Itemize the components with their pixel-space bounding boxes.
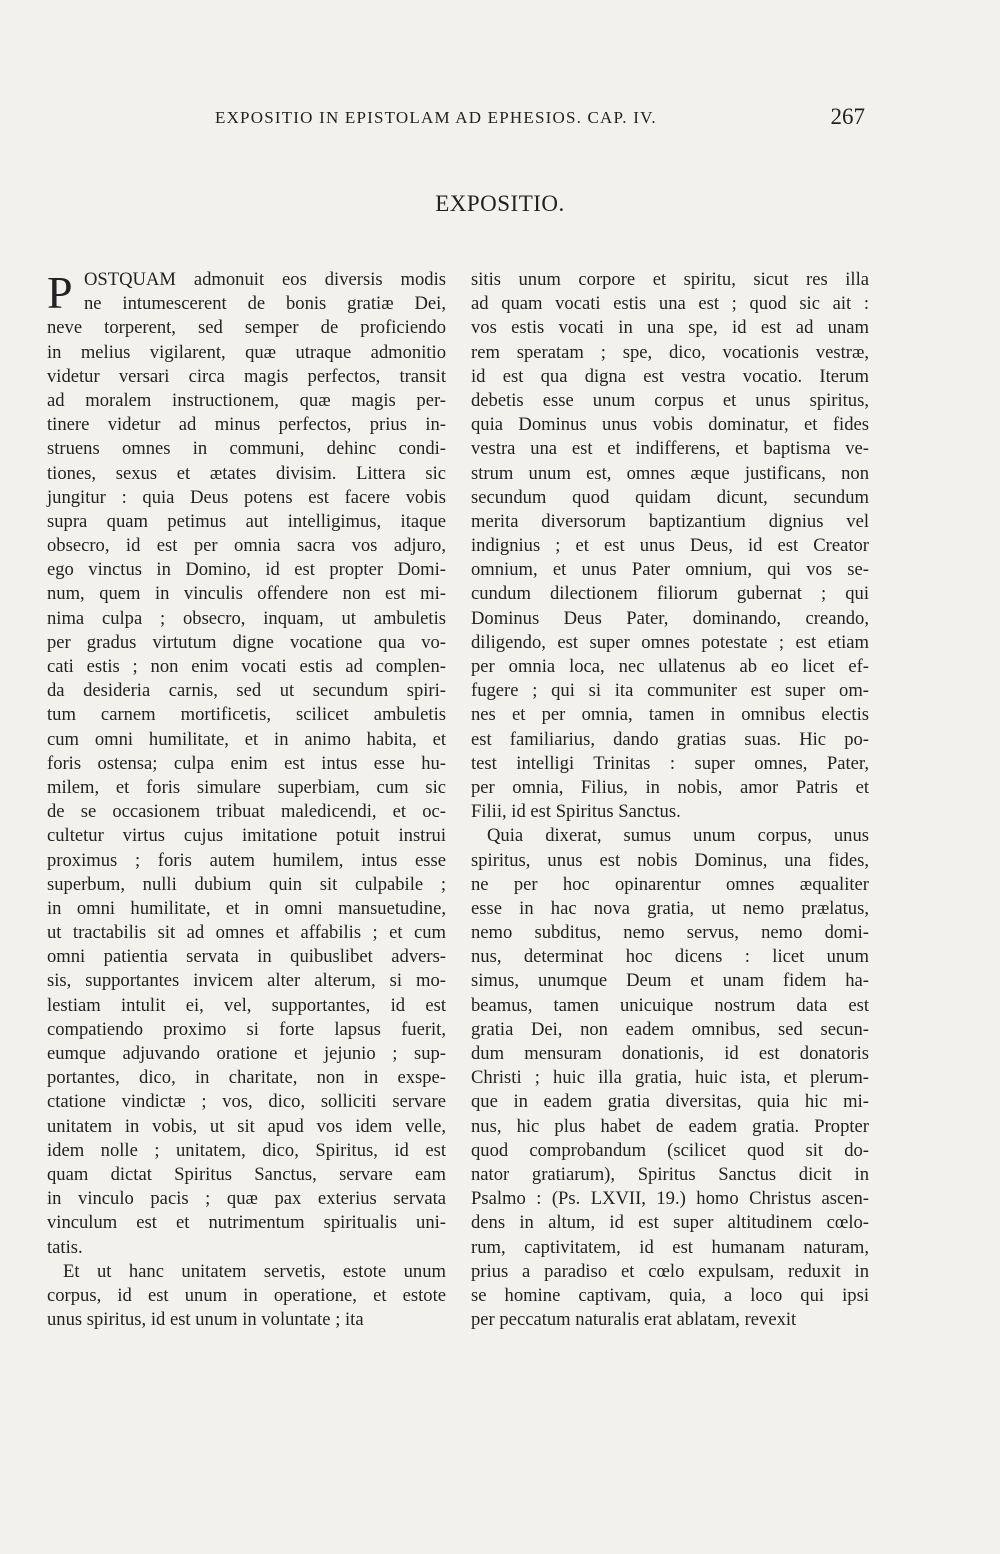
text-line — [471, 849, 869, 873]
text-line — [47, 1211, 446, 1235]
line-text: nima culpa ; obsecro, inquam, ut ambuletis — [47, 607, 446, 629]
page-number: 267 — [830, 104, 865, 129]
text-line — [471, 607, 869, 631]
text-line — [471, 341, 869, 365]
text-line — [47, 1260, 446, 1284]
text-line — [47, 1042, 446, 1066]
line-text: quia Dominus unus vobis dominatur, et fides — [471, 414, 869, 436]
line-text: tiones, sexus et ætates divisim. Littera sic — [47, 462, 446, 484]
text-line — [47, 558, 446, 582]
line-text: secundum quod quidam dicunt, secundum — [471, 486, 869, 508]
text-line — [471, 486, 869, 510]
line-text: supra quam petimus aut intelligimus, itaque — [47, 510, 446, 532]
line-text: portantes, dico, in charitate, non in exspe- — [47, 1067, 446, 1089]
line-text: nus, hic plus habet de eadem gratia. Propter — [471, 1115, 869, 1137]
text-line — [471, 824, 869, 848]
text-line — [471, 1236, 869, 1260]
line-text: ut tractabilis sit ad omnes et affabilis ; et cum — [47, 922, 446, 944]
line-text: de se occasionem tribuat maledicendi, et oc- — [47, 801, 446, 823]
text-line — [47, 1187, 446, 1211]
line-text: vos estis vocati in una spe, id est ad unam — [471, 317, 869, 339]
line-text: per omnia loca, nec ullatenus ab eo licet ef- — [471, 656, 869, 677]
line-text: eumque adjuvando oratione et jejunio ; sup- — [47, 1043, 446, 1064]
line-text: indignius ; et est unus Deus, id est Creator — [471, 535, 869, 557]
line-text: per peccatum naturalis erat ablatam, revexit — [471, 1309, 797, 1331]
line-text: gratia Dei, non eadem omnibus, sed secun- — [471, 1018, 869, 1040]
text-line — [47, 389, 446, 413]
line-text: per gradus virtutum digne vocatione qua vo- — [47, 631, 446, 653]
text-line — [471, 897, 869, 921]
line-text: nes et per omnia, tamen in omnibus electis — [471, 704, 869, 726]
text-line — [47, 849, 446, 873]
text-line — [47, 800, 446, 824]
line-text: dum mensuram donationis, id est donatoris — [471, 1043, 869, 1064]
text-line — [471, 413, 869, 437]
text-line — [471, 389, 869, 413]
text-line — [47, 486, 446, 510]
text-line — [471, 728, 869, 752]
line-text: unus spiritus, id est unum in voluntate ; ita — [47, 1309, 364, 1331]
text-line — [471, 292, 869, 316]
text-line — [471, 1260, 869, 1284]
line-text: tinere videtur ad minus perfectos, prius in- — [47, 414, 446, 436]
text-line — [47, 897, 446, 921]
text-line — [47, 945, 446, 969]
text-line — [471, 969, 869, 993]
line-text: videtur versari circa magis perfectos, transit — [47, 365, 446, 387]
text-line — [47, 1018, 446, 1042]
text-line — [47, 1163, 446, 1187]
line-text: rem speratam ; spe, dico, vocationis vestræ, — [471, 341, 869, 363]
line-text: quam dictat Spiritus Sanctus, servare eam — [47, 1163, 446, 1185]
line-text: struens omnes in communi, dehinc condi- — [47, 438, 446, 460]
text-line — [471, 1308, 869, 1332]
line-text: da desideria carnis, sed ut secundum spiri- — [47, 680, 446, 702]
line-text: cultetur virtus cujus imitatione potuit instrui — [47, 825, 446, 847]
line-text: beamus, tamen unicuique nostrum data est — [471, 994, 869, 1016]
text-line — [47, 728, 446, 752]
line-text: simus, unumque Deum et unam fidem ha- — [471, 970, 869, 992]
line-text: milem, et foris simulare superbiam, cum sic — [47, 776, 446, 798]
text-line — [47, 679, 446, 703]
text-line — [471, 316, 869, 340]
text-line — [47, 824, 446, 848]
line-text: num, quem in vinculis offendere non est mi- — [47, 583, 446, 605]
line-text: strum unum est, omnes æque justificans, non — [471, 462, 869, 484]
line-text: lestiam intulit ei, vel, supportantes, id est — [47, 994, 446, 1016]
line-text: nus, determinat hoc dicens : licet unum — [471, 946, 869, 968]
line-text: spiritus, unus est nobis Dominus, una fides, — [471, 849, 869, 871]
line-text: obsecro, id est per omnia sacra vos adjuro, — [47, 535, 446, 557]
text-line — [47, 341, 446, 365]
text-line — [47, 873, 446, 897]
text-line — [471, 268, 869, 292]
text-line — [471, 437, 869, 461]
line-text: Christi ; huic illa gratia, huic ista, et plerum- — [471, 1067, 869, 1089]
text-line — [471, 1163, 869, 1187]
text-line — [47, 292, 446, 316]
text-line — [47, 607, 446, 631]
text-line — [471, 1115, 869, 1139]
text-line — [471, 945, 869, 969]
line-text: idem nolle ; unitatem, dico, Spiritus, id est — [47, 1139, 446, 1161]
line-text: omni patientia servata in quibuslibet advers- — [47, 946, 446, 968]
text-line — [47, 1139, 446, 1163]
line-text: cati estis ; non enim vocati estis ad complen- — [47, 656, 446, 677]
line-text: neve torperent, sed semper de proficiendo — [47, 317, 446, 339]
text-line — [471, 1211, 869, 1235]
line-text: ne per hoc opinarentur omnes æqualiter — [471, 873, 869, 895]
line-text: diligendo, est super omnes potestate ; est etiam — [471, 631, 869, 653]
text-line — [471, 655, 869, 679]
text-line — [47, 1066, 446, 1090]
line-text: OSTQUAM admonuit eos diversis modis — [84, 269, 446, 290]
line-text: in melius vigilarent, quæ utraque admonitio — [47, 341, 446, 363]
text-line — [47, 437, 446, 461]
running-title: EXPOSITIO IN EPISTOLAM AD EPHESIOS. CAP. IV. — [215, 108, 657, 127]
text-line — [47, 1115, 446, 1139]
text-line — [47, 776, 446, 800]
text-line — [471, 994, 869, 1018]
line-text: ne intumescerent de bonis gratiæ Dei, — [84, 293, 446, 315]
line-text: que in eadem gratia diversitas, quia hic mi- — [471, 1091, 869, 1113]
drop-cap: P — [47, 267, 73, 318]
text-line — [47, 631, 446, 655]
line-text: ad moralem instructionem, quæ magis per- — [47, 389, 446, 411]
text-line — [471, 631, 869, 655]
line-text: tatis. — [47, 1236, 83, 1258]
line-text: merita diversorum baptizantium dignius vel — [471, 510, 869, 532]
text-line — [471, 534, 869, 558]
text-line — [471, 1284, 869, 1308]
text-line — [471, 510, 869, 534]
text-line — [471, 679, 869, 703]
text-line — [47, 316, 446, 340]
line-text: se homine captivam, quia, a loco qui ipsi — [471, 1284, 869, 1306]
text-line — [47, 969, 446, 993]
running-head — [215, 104, 865, 129]
text-line — [471, 365, 869, 389]
text-line — [471, 1018, 869, 1042]
text-line — [471, 921, 869, 945]
text-line — [47, 921, 446, 945]
line-text: unitatem in vobis, ut sit apud vos idem velle, — [47, 1115, 446, 1137]
text-line — [471, 703, 869, 727]
text-line — [47, 752, 446, 776]
text-line — [47, 510, 446, 534]
line-text: debetis esse unum corpus et unus spiritus, — [471, 389, 869, 411]
right-column — [471, 268, 869, 1332]
line-text: cundum dilectionem filiorum gubernat ; qui — [471, 583, 869, 605]
line-text: ego vinctus in Domino, id est propter Domi- — [47, 559, 446, 581]
line-text: compatiendo proximo si forte lapsus fuerit, — [47, 1018, 446, 1040]
text-line — [47, 462, 446, 486]
line-text: proximus ; foris autem humilem, intus esse — [47, 849, 446, 871]
section-title: EXPOSITIO. — [435, 191, 565, 216]
line-text: Et ut hanc unitatem servetis, estote unum — [63, 1260, 446, 1282]
line-text: jungitur : quia Deus potens est facere vobis — [47, 486, 446, 508]
line-text: esse in hac nova gratia, ut nemo prælatus, — [471, 897, 869, 919]
text-line — [471, 1066, 869, 1090]
line-text: sitis unum corpore et spiritu, sicut res illa — [471, 269, 869, 290]
line-text: per omnia, Filius, in nobis, amor Patris et — [471, 776, 869, 798]
line-text: Dominus Deus Pater, dominando, creando, — [471, 607, 869, 629]
line-text: dens in altum, id est super altitudinem cœlo- — [471, 1212, 869, 1234]
line-text: cum omni humilitate, et in animo habita, et — [47, 728, 446, 750]
text-line — [47, 1090, 446, 1114]
text-line — [471, 1187, 869, 1211]
text-line — [47, 534, 446, 558]
text-line — [471, 582, 869, 606]
text-line — [47, 413, 446, 437]
line-text: in vinculo pacis ; quæ pax exterius servata — [47, 1188, 446, 1210]
line-text: foris ostensa; culpa enim est intus esse hu- — [47, 752, 446, 774]
line-text: id est qua digna est vestra vocatio. Iterum — [471, 365, 869, 387]
text-line — [47, 994, 446, 1018]
line-text: nator gratiarum), Spiritus Sanctus dicit in — [471, 1163, 869, 1185]
line-text: rum, captivitatem, id est humanam naturam, — [471, 1236, 869, 1258]
text-line — [47, 1284, 446, 1308]
text-line — [471, 1139, 869, 1163]
text-line — [47, 1308, 446, 1332]
text-line — [471, 462, 869, 486]
line-text: omnium, et unus Pater omnium, qui vos se- — [471, 559, 869, 581]
text-line — [47, 1236, 446, 1260]
text-line — [47, 703, 446, 727]
text-line — [471, 558, 869, 582]
line-text: corpus, id est unum in operatione, et estote — [47, 1284, 446, 1306]
text-line — [471, 873, 869, 897]
line-text: in omni humilitate, et in omni mansuetudine, — [47, 897, 446, 919]
text-line — [47, 655, 446, 679]
line-text: ad quam vocati estis una est ; quod sic ait : — [471, 293, 869, 315]
line-text: vestra una est et indifferens, et baptisma ve- — [471, 438, 869, 460]
text-line — [471, 800, 869, 824]
text-line — [471, 1042, 869, 1066]
line-text: prius a paradiso et cœlo expulsam, reduxit in — [471, 1260, 869, 1282]
text-line — [47, 582, 446, 606]
text-line — [471, 776, 869, 800]
line-text: quod comprobandum (scilicet quod sit do- — [471, 1139, 869, 1161]
left-column — [47, 268, 446, 1332]
line-text: tum carnem mortificetis, scilicet ambuletis — [47, 704, 446, 726]
line-text: Quia dixerat, sumus unum corpus, unus — [487, 825, 869, 847]
line-text: ctatione vindictæ ; vos, dico, solliciti servare — [47, 1091, 446, 1113]
line-text: test intelligi Trinitas : super omnes, Pater, — [471, 752, 869, 774]
line-text: fugere ; qui si ita communiter est super om- — [471, 680, 869, 702]
line-text: Psalmo : (Ps. LXVII, 19.) homo Christus ascen- — [471, 1188, 869, 1210]
line-text: nemo subditus, nemo servus, nemo domi- — [471, 922, 869, 944]
text-line — [47, 365, 446, 389]
text-line — [471, 1090, 869, 1114]
line-text: Filii, id est Spiritus Sanctus. — [471, 801, 681, 823]
line-text: est familiarius, dando gratias suas. Hic po- — [471, 728, 869, 750]
line-text: sis, supportantes invicem alter alterum, si mo- — [47, 970, 446, 992]
text-line — [471, 752, 869, 776]
line-text: vinculum est et nutrimentum spiritualis uni- — [47, 1212, 446, 1234]
line-text: superbum, nulli dubium quin sit culpabile ; — [47, 873, 446, 895]
